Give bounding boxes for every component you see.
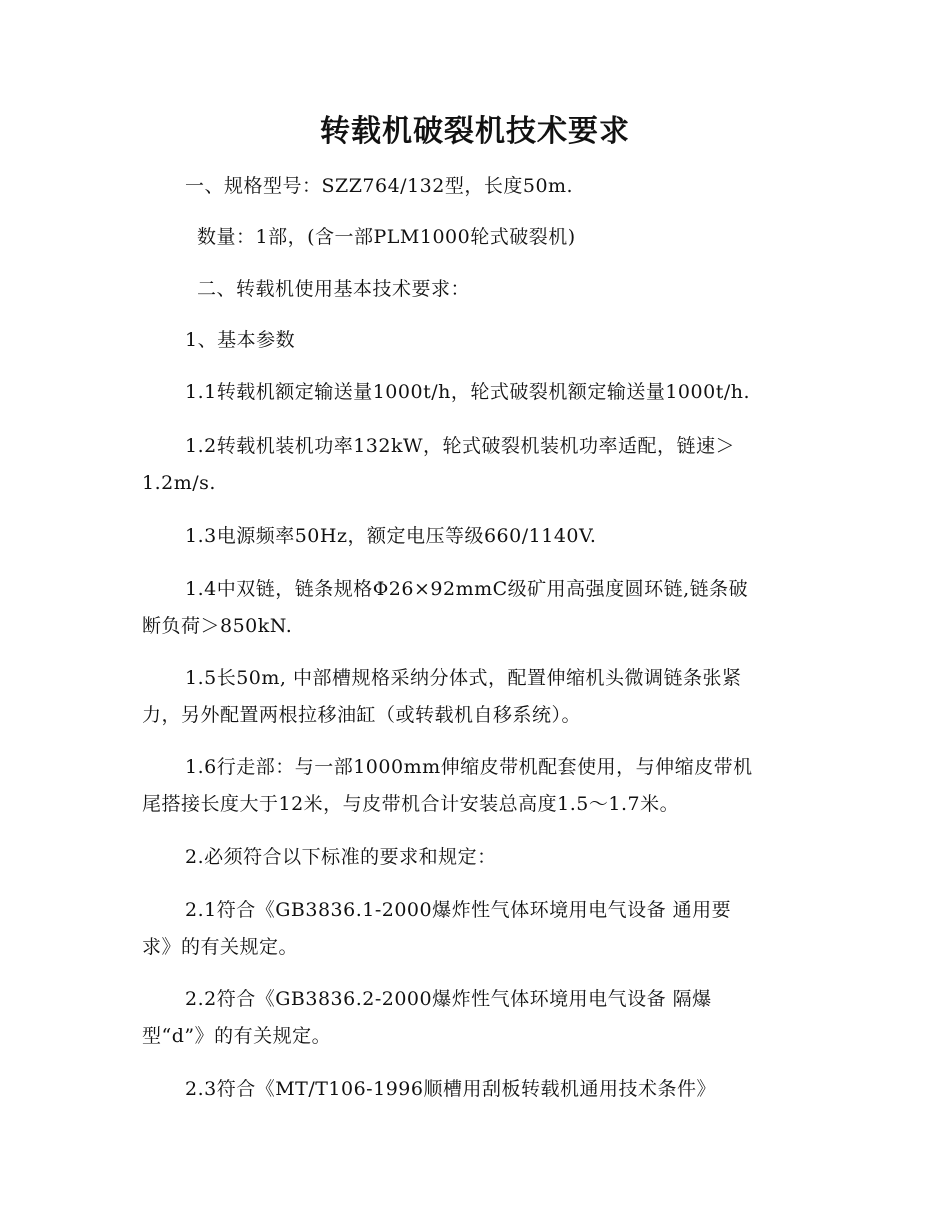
document-title: 转载机破裂机技术要求 [320, 114, 630, 149]
basic-params-heading: 1、基本参数 [185, 329, 296, 351]
standard-2-2-line1: 2.2符合《GB3836.2-2000爆炸性气体环境用电气设备 隔爆 [185, 988, 712, 1010]
section-two-heading: 二、转载机使用基本技术要求： [197, 278, 471, 300]
param-1-3: 1.3电源频率50Hz，额定电压等级660/1140V. [185, 525, 597, 547]
param-1-1: 1.1转载机额定输送量1000t/h，轮式破裂机额定输送量1000t/h. [185, 381, 751, 403]
param-1-4-line1: 1.4中双链，链条规格Φ26×92mmC级矿用高强度圆环链,链条破 [185, 578, 749, 600]
standard-2-2-line2: 型“d”》的有关规定。 [142, 1025, 332, 1047]
quantity-line: 数量：1部，(含一部PLM1000轮式破裂机) [197, 226, 576, 248]
standard-2-3: 2.3符合《MT/T106-1996顺槽用刮板转载机通用技术条件》 [185, 1078, 716, 1100]
standard-2-1-line1: 2.1符合《GB3836.1-2000爆炸性气体环境用电气设备 通用要 [185, 899, 732, 921]
param-1-2-line1: 1.2转载机装机功率132kW，轮式破裂机装机功率适配，链速＞ [185, 435, 736, 457]
param-1-5-line2: 力，另外配置两根拉移油缸（或转载机自移系统）。 [142, 704, 582, 726]
param-1-5-line1: 1.5长50m, 中部槽规格采纳分体式，配置伸缩机头微调链条张紧 [185, 667, 742, 689]
spec-model-line: 一、规格型号：SZZ764/132型，长度50m. [185, 175, 574, 197]
param-1-6-line1: 1.6行走部：与一部1000mm伸缩皮带机配套使用，与伸缩皮带机 [185, 756, 753, 778]
standards-heading: 2.必须符合以下标准的要求和规定： [185, 846, 497, 868]
param-1-2-line2: 1.2m/s. [142, 472, 216, 494]
standard-2-1-line2: 求》的有关规定。 [142, 936, 299, 958]
param-1-4-line2: 断负荷＞850kN. [142, 615, 293, 637]
param-1-6-line2: 尾搭接长度大于12米，与皮带机合计安装总高度1.5～1.7米。 [142, 793, 680, 815]
